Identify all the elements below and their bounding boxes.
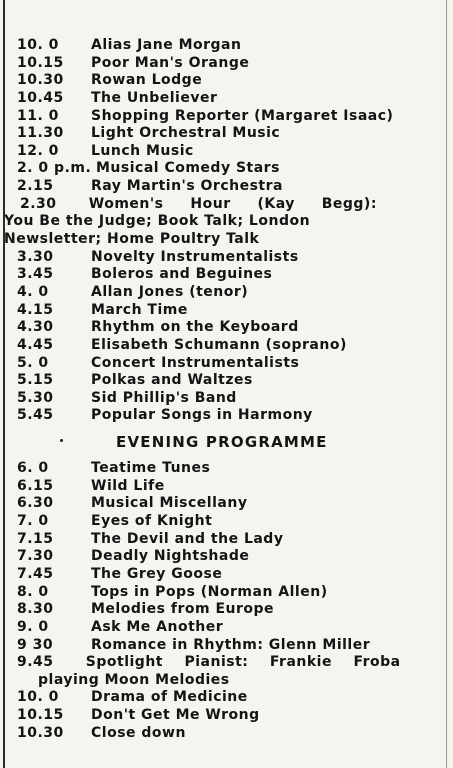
programme-title: Shopping Reporter (Margaret Isaac) [91,107,394,124]
programme-title: Tops in Pops (Norman Allen) [91,583,328,600]
schedule-row [0,284,453,302]
programme-title: Close down [91,724,186,741]
time-slot: 5.30 [17,389,54,406]
programme-title: March Time [91,301,188,318]
schedule-row [0,302,453,320]
time-slot: 5.45 [17,407,54,424]
womens-hour-line-1: 2.30 Women's Hour (Kay Begg): [20,195,377,212]
programme-title: Wild Life [91,477,165,494]
programme-title: Drama of Medicine [91,689,248,706]
evening-programme-heading [0,425,453,460]
time-slot: 4.30 [17,319,54,336]
time-slot: 6. 0 [17,460,49,477]
programme-title: Poor Man's Orange [91,54,250,71]
time-slot: 7.45 [17,565,54,582]
time-slot: 7.15 [17,530,54,547]
time-slot: 10.45 [17,89,64,106]
time-slot: 7.30 [17,548,54,565]
time-slot: 10.15 [17,54,64,71]
schedule-row [0,37,453,55]
time-slot: 9. 0 [17,618,49,635]
programme-title: Eyes of Knight [91,513,213,530]
spotlight-line-1: 9.45 Spotlight Pianist: Frankie Froba [17,654,401,671]
time-slot: 5. 0 [17,354,49,371]
afternoon-schedule [0,249,453,425]
time-slot: 11.30 [17,125,64,142]
time-slot: 3.30 [17,248,54,265]
programme-title: Elisabeth Schumann (soprano) [91,336,347,353]
programme-title: Ask Me Another [91,618,224,635]
programme-title: Boleros and Beguines [91,266,273,283]
programme-title: Musical Comedy Stars [96,160,280,177]
schedule-row [0,266,453,284]
programme-title: Lunch Music [91,142,194,159]
schedule-row [0,55,453,73]
spotlight-pianist-entry [0,654,453,689]
time-slot: 6.15 [17,477,54,494]
schedule-row [0,460,453,478]
programme-title: Alias Jane Morgan [91,37,242,53]
schedule-row [0,125,453,143]
programme-title: The Unbeliever [91,89,218,106]
time-slot: 10. 0 [17,37,59,53]
evening-schedule [0,460,453,654]
programme-title: Musical Miscellany [91,495,248,512]
schedule-row [0,495,453,513]
schedule-row [0,390,453,408]
schedule-row [0,601,453,619]
programme-title: Light Orchestral Music [91,125,281,142]
listing [0,37,453,742]
schedule-row [0,108,453,126]
time-slot: 2.15 [17,178,54,195]
schedule-row [0,548,453,566]
schedule-row [0,637,453,655]
schedule-row [0,689,453,707]
bullet-mark [60,439,63,442]
schedule-row [0,707,453,725]
schedule-row [0,72,453,90]
programme-title: The Grey Goose [91,565,223,582]
schedule-row [0,478,453,496]
programme-title: Polkas and Waltzes [91,372,253,389]
schedule-row [0,337,453,355]
time-slot: 8.30 [17,601,54,618]
time-slot: 9 30 [17,636,54,653]
schedule-row [0,143,453,161]
time-slot: 10.15 [17,707,64,724]
schedule-row [0,372,453,390]
evening-heading-text: EVENING PROGRAMME [116,433,328,452]
schedule-row [0,319,453,337]
time-slot: 4.15 [17,301,54,318]
programme-title: Melodies from Europe [91,601,275,618]
time-slot: 10.30 [17,72,64,89]
schedule-row [0,531,453,549]
programme-title: Allan Jones (tenor) [91,283,249,300]
schedule-row [0,619,453,637]
schedule-row [0,249,453,267]
daytime-schedule [0,37,453,196]
time-slot: 10.30 [17,724,64,741]
time-slot: 3.45 [17,266,54,283]
programme-title: The Devil and the Lady [91,530,284,547]
time-slot: 2. 0 p.m. [17,160,92,177]
programme-title: Novelty Instrumentalists [91,248,299,265]
time-slot: 12. 0 [17,142,59,159]
programme-title: Rowan Lodge [91,72,203,89]
programme-title: Don't Get Me Wrong [91,707,260,724]
time-slot: 11. 0 [17,107,59,124]
schedule-row [0,584,453,602]
schedule-row [0,178,453,196]
womens-hour-line-2: You Be the Judge; Book Talk; London [4,213,311,230]
time-slot: 10. 0 [17,689,59,706]
programme-title: Concert Instrumentalists [91,354,300,371]
schedule-row [0,355,453,373]
programme-title: Sid Phillip's Band [91,389,237,406]
late-schedule [0,689,453,742]
schedule-row [0,407,453,425]
programme-title: Teatime Tunes [91,460,211,477]
schedule-row [0,725,453,743]
time-slot: 6.30 [17,495,54,512]
programme-title: Romance in Rhythm: Glenn Miller [91,636,371,653]
time-slot: 7. 0 [17,513,49,530]
programme-title: Deadly Nightshade [91,548,250,565]
spotlight-line-2: playing Moon Melodies [38,671,230,688]
schedule-row [0,513,453,531]
womens-hour-entry [0,196,453,249]
time-slot: 4. 0 [17,283,49,300]
schedule-row [0,90,453,108]
programme-title: Rhythm on the Keyboard [91,319,299,336]
time-slot: 8. 0 [17,583,49,600]
programme-title: Popular Songs in Harmony [91,407,313,424]
time-slot: 5.15 [17,372,54,389]
womens-hour-line-3: Newsletter; Home Poultry Talk [4,231,260,248]
schedule-row [0,160,453,178]
programme-title: Ray Martin's Orchestra [91,178,283,195]
time-slot: 4.45 [17,336,54,353]
schedule-row [0,566,453,584]
